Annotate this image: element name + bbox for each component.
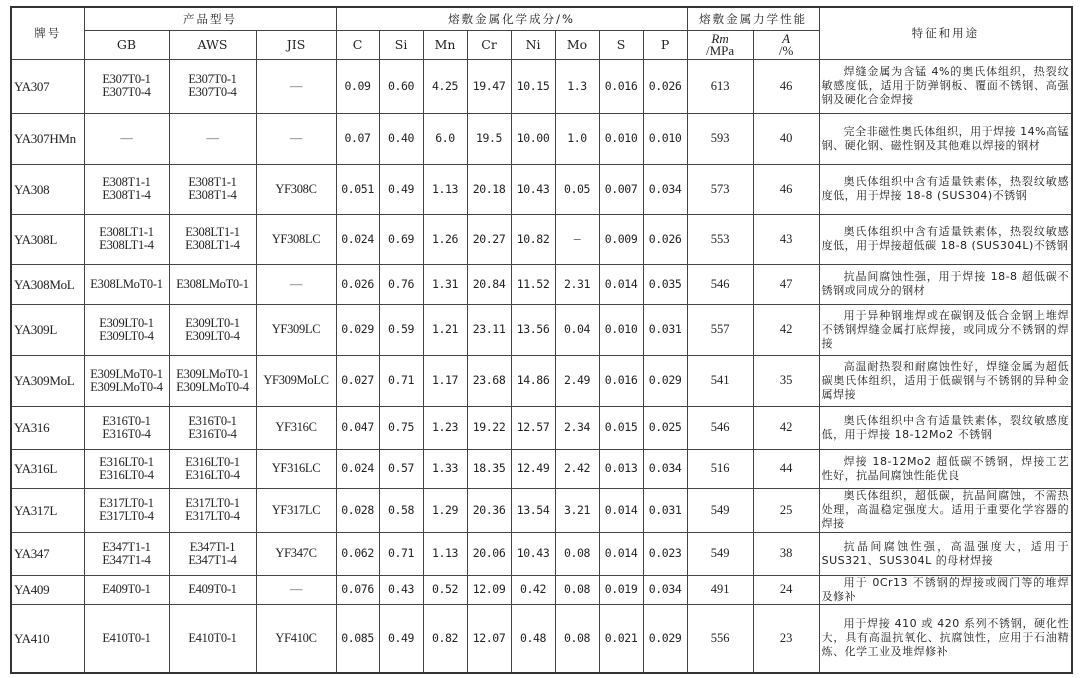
mn-cell: 0.82 — [423, 604, 467, 673]
aws-line: E308LT1-1 — [185, 225, 240, 239]
brand-cell: YA308L — [11, 214, 84, 264]
gb-model-cell — [84, 304, 169, 355]
elongation-cell: 40 — [753, 113, 819, 164]
table-row — [11, 59, 1072, 113]
aws-line: E316T0-1 — [188, 413, 237, 428]
aws-line: E317LT0-1 — [185, 496, 240, 510]
features-cell — [819, 264, 1072, 304]
gb-line: E308LT1-1 — [99, 225, 154, 239]
header-rm-unit: /MPa — [706, 42, 735, 58]
features-text: 完全非磁性奥氏体组织，用于焊接 14%高锰钢、硬化钢、磁性钢及其他难以焊接的钢材 — [821, 124, 1070, 152]
aws-line: E308LMoT0-1 — [176, 276, 249, 291]
table-row — [11, 488, 1072, 532]
header-features: 特征和用途 — [819, 7, 1072, 59]
mn-cell: 1.13 — [423, 164, 467, 214]
s-cell: 0.021 — [599, 604, 643, 673]
aws-line: E347T1-4 — [188, 552, 237, 567]
features-cell — [819, 488, 1072, 532]
cr-cell: 19.47 — [467, 59, 511, 113]
table-row — [11, 406, 1072, 449]
header-a-symbol: A — [782, 30, 791, 46]
mo-cell: 0.08 — [555, 532, 599, 575]
c-cell: 0.028 — [336, 488, 379, 532]
si-cell: 0.71 — [379, 355, 423, 406]
header-rm-symbol: Rm — [711, 30, 729, 46]
features-cell — [819, 304, 1072, 355]
c-cell: 0.026 — [336, 264, 379, 304]
c-cell: 0.085 — [336, 604, 379, 673]
gb-line: E409T0-1 — [102, 582, 151, 596]
brand-cell: YA309L — [11, 304, 84, 355]
features-cell — [819, 59, 1072, 113]
cr-cell: 20.18 — [467, 164, 511, 214]
features-cell — [819, 355, 1072, 406]
mn-cell: 1.23 — [423, 406, 467, 449]
rm-cell: 557 — [687, 304, 753, 355]
header-cr: Cr — [467, 30, 511, 59]
p-cell: 0.034 — [643, 449, 687, 488]
s-cell: 0.016 — [599, 355, 643, 406]
si-cell: 0.76 — [379, 264, 423, 304]
mo-cell: 2.49 — [555, 355, 599, 406]
features-cell — [819, 113, 1072, 164]
ni-cell: 10.43 — [511, 532, 555, 575]
aws-model-cell — [169, 355, 256, 406]
aws-line: E307T0-1 — [188, 72, 237, 86]
table-row — [11, 264, 1072, 304]
rm-cell: 549 — [687, 488, 753, 532]
aws-line: E309LT0-4 — [185, 328, 240, 343]
aws-line: E308T1-1 — [188, 175, 237, 189]
s-cell: 0.013 — [599, 449, 643, 488]
cr-cell: 20.84 — [467, 264, 511, 304]
elongation-cell: 47 — [753, 264, 819, 304]
aws-line: E309LMoT0-1 — [176, 366, 249, 381]
header-p: P — [643, 30, 687, 59]
aws-model-cell — [169, 59, 256, 113]
gb-model-cell — [84, 164, 169, 214]
mo-cell: 0.08 — [555, 575, 599, 604]
jis-model-cell: YF308C — [256, 164, 336, 214]
header-si: Si — [379, 30, 423, 59]
c-cell: 0.076 — [336, 575, 379, 604]
s-cell: 0.010 — [599, 304, 643, 355]
header-c: C — [336, 30, 379, 59]
rm-cell: 553 — [687, 214, 753, 264]
gb-line: E309LT0-4 — [99, 328, 154, 343]
c-cell: 0.051 — [336, 164, 379, 214]
jis-model-cell: YF308LC — [256, 214, 336, 264]
mn-cell: 6.0 — [423, 113, 467, 164]
jis-model-cell: YF309MoLC — [256, 355, 336, 406]
brand-cell: YA410 — [11, 604, 84, 673]
si-cell: 0.57 — [379, 449, 423, 488]
features-text: 奥氏体组织中含有适量铁素体，热裂纹敏感度低，用于焊接 18-8 (SUS304)不锈钢 — [821, 175, 1070, 202]
header-chemical-composition: 熔敷金属化学成分/% — [336, 7, 687, 30]
aws-model-cell — [169, 406, 256, 449]
gb-model-cell — [84, 575, 169, 604]
aws-line: E317LT0-4 — [185, 509, 240, 523]
mn-cell: 0.52 — [423, 575, 467, 604]
header-aws: AWS — [169, 30, 256, 59]
jis-model-cell: YF410C — [256, 604, 336, 673]
brand-cell: YA347 — [11, 532, 84, 575]
si-cell: 0.69 — [379, 214, 423, 264]
aws-line: E316T0-4 — [188, 426, 237, 441]
gb-model-cell — [84, 214, 169, 264]
gb-model-cell — [84, 406, 169, 449]
jis-model-cell: — — [256, 113, 336, 164]
jis-model-cell: YF347C — [256, 532, 336, 575]
si-cell: 0.40 — [379, 113, 423, 164]
mo-cell: 2.42 — [555, 449, 599, 488]
features-text: 奥氏体组织中含有适量铁素体，热裂纹敏感度低，用于焊接超低碳 18-8 (SUS304L)不锈钢 — [821, 225, 1070, 252]
s-cell: 0.009 — [599, 214, 643, 264]
features-text: 抗晶间腐蚀性强，用于焊接 18-8 超低碳不锈钢或同成分的钢材 — [821, 270, 1070, 297]
p-cell: 0.034 — [643, 575, 687, 604]
rm-cell: 546 — [687, 264, 753, 304]
features-cell — [819, 214, 1072, 264]
gb-model-cell — [84, 264, 169, 304]
gb-line: E316LT0-1 — [99, 454, 154, 469]
p-cell: 0.026 — [643, 214, 687, 264]
mn-cell: 4.25 — [423, 59, 467, 113]
header-mn: Mn — [423, 30, 467, 59]
cr-cell: 23.68 — [467, 355, 511, 406]
mn-cell: 1.29 — [423, 488, 467, 532]
gb-line: E317LT0-4 — [99, 509, 154, 523]
aws-model-cell — [169, 113, 256, 164]
cr-cell: 20.36 — [467, 488, 511, 532]
gb-model-cell — [84, 59, 169, 113]
elongation-cell: 35 — [753, 355, 819, 406]
header-mo: Mo — [555, 30, 599, 59]
aws-model-cell — [169, 164, 256, 214]
rm-cell: 593 — [687, 113, 753, 164]
aws-line: E410T0-1 — [188, 630, 237, 645]
c-cell: 0.029 — [336, 304, 379, 355]
gb-line: E316T0-1 — [102, 413, 151, 428]
c-cell: 0.027 — [336, 355, 379, 406]
table-body — [11, 59, 1072, 673]
gb-line: E316T0-4 — [102, 426, 151, 441]
gb-model-cell — [84, 449, 169, 488]
header-s: S — [599, 30, 643, 59]
p-cell: 0.026 — [643, 59, 687, 113]
features-cell — [819, 406, 1072, 449]
header-jis: JIS — [256, 30, 336, 59]
header-mechanical-properties: 熔敷金属力学性能 — [687, 7, 819, 30]
ni-cell: 10.43 — [511, 164, 555, 214]
flux-cored-wire-spec-table — [10, 6, 1073, 674]
mn-cell: 1.21 — [423, 304, 467, 355]
table-row — [11, 164, 1072, 214]
si-cell: 0.75 — [379, 406, 423, 449]
p-cell: 0.029 — [643, 355, 687, 406]
si-cell: 0.49 — [379, 604, 423, 673]
si-cell: 0.49 — [379, 164, 423, 214]
si-cell: 0.43 — [379, 575, 423, 604]
features-text: 焊缝金属为含锰 4%的奥氏体组织，热裂纹敏感度低，适用于防弹钢板、覆面不锈钢、高强钢及硬化合金焊接 — [821, 65, 1070, 106]
cr-cell: 12.07 — [467, 604, 511, 673]
elongation-cell: 38 — [753, 532, 819, 575]
aws-model-cell — [169, 214, 256, 264]
gb-line: E347T1-1 — [102, 539, 151, 554]
aws-line: E347Tl-1 — [189, 539, 236, 554]
rm-cell: 491 — [687, 575, 753, 604]
brand-cell: YA307HMn — [11, 113, 84, 164]
aws-line: E316LT0-1 — [185, 454, 240, 469]
features-text: 抗晶间腐蚀性强，高温强度大，适用于 SUS321、SUS304L 的母材焊接 — [821, 539, 1070, 567]
p-cell: 0.031 — [643, 488, 687, 532]
s-cell: 0.014 — [599, 264, 643, 304]
cr-cell: 19.22 — [467, 406, 511, 449]
si-cell: 0.59 — [379, 304, 423, 355]
elongation-cell: 42 — [753, 406, 819, 449]
gb-line: E309LMoT0-4 — [90, 379, 163, 394]
elongation-cell: 42 — [753, 304, 819, 355]
gb-line: E308LT1-4 — [99, 238, 154, 252]
s-cell: 0.015 — [599, 406, 643, 449]
rm-cell: 541 — [687, 355, 753, 406]
aws-line: E316LT0-4 — [185, 467, 240, 482]
rm-cell: 546 — [687, 406, 753, 449]
p-cell: 0.029 — [643, 604, 687, 673]
s-cell: 0.010 — [599, 113, 643, 164]
ni-cell: 12.57 — [511, 406, 555, 449]
p-cell: 0.034 — [643, 164, 687, 214]
gb-line: E316LT0-4 — [99, 467, 154, 482]
aws-line: E308LT1-4 — [185, 238, 240, 252]
features-text: 用于焊接 410 或 420 系列不锈钢，硬化性大，具有高温抗氧化、抗腐蚀性，应用于石油精炼、化学工业及堆焊修补 — [821, 617, 1070, 659]
table-row — [11, 113, 1072, 164]
gb-line: E308T1-4 — [102, 188, 151, 202]
mn-cell: 1.26 — [423, 214, 467, 264]
table-row — [11, 532, 1072, 575]
aws-line: E309LT0-1 — [185, 315, 240, 330]
header-a-unit: /% — [778, 42, 794, 58]
ni-cell: 0.48 — [511, 604, 555, 673]
gb-model-cell — [84, 604, 169, 673]
jis-model-cell: YF309LC — [256, 304, 336, 355]
features-cell — [819, 604, 1072, 673]
header-gb: GB — [84, 30, 169, 59]
header-brand: 牌号 — [11, 7, 84, 59]
gb-line: E308T1-1 — [102, 175, 151, 189]
elongation-cell: 46 — [753, 164, 819, 214]
gb-line: — — [120, 131, 133, 145]
table-row — [11, 304, 1072, 355]
brand-cell: YA409 — [11, 575, 84, 604]
gb-model-cell — [84, 532, 169, 575]
mn-cell: 1.31 — [423, 264, 467, 304]
aws-line: E309LMoT0-4 — [176, 379, 249, 394]
table-row — [11, 604, 1072, 673]
elongation-cell: 43 — [753, 214, 819, 264]
header-row-group — [11, 7, 1072, 30]
features-cell — [819, 449, 1072, 488]
ni-cell: 13.54 — [511, 488, 555, 532]
s-cell: 0.007 — [599, 164, 643, 214]
c-cell: 0.024 — [336, 214, 379, 264]
mo-cell: — — [555, 214, 599, 264]
header-tensile-strength — [687, 30, 753, 59]
s-cell: 0.014 — [599, 488, 643, 532]
aws-line: E409T0-1 — [188, 582, 237, 596]
jis-model-cell: YF317LC — [256, 488, 336, 532]
aws-model-cell — [169, 575, 256, 604]
c-cell: 0.047 — [336, 406, 379, 449]
jis-model-cell: YF316C — [256, 406, 336, 449]
cr-cell: 23.11 — [467, 304, 511, 355]
p-cell: 0.023 — [643, 532, 687, 575]
ni-cell: 12.49 — [511, 449, 555, 488]
mn-cell: 1.13 — [423, 532, 467, 575]
mo-cell: 1.0 — [555, 113, 599, 164]
gb-line: E309LMoT0-1 — [90, 366, 163, 381]
brand-cell: YA316L — [11, 449, 84, 488]
gb-model-cell — [84, 113, 169, 164]
p-cell: 0.031 — [643, 304, 687, 355]
header-elongation — [753, 30, 819, 59]
mo-cell: 0.04 — [555, 304, 599, 355]
features-text: 用于异种钢堆焊或在碳钢及低合金钢上堆焊不锈钢焊缝金属打底焊接，或同成分不锈钢的焊接 — [821, 308, 1070, 350]
aws-model-cell — [169, 532, 256, 575]
features-cell — [819, 532, 1072, 575]
gb-line: E410T0-1 — [102, 630, 151, 645]
features-text: 奥氏体组织，超低碳，抗晶间腐蚀，不需热处理，高温稳定强度大。适用于重要化学容器的焊接 — [821, 489, 1070, 530]
brand-cell: YA317L — [11, 488, 84, 532]
elongation-cell: 44 — [753, 449, 819, 488]
aws-model-cell — [169, 449, 256, 488]
c-cell: 0.024 — [336, 449, 379, 488]
rm-cell: 516 — [687, 449, 753, 488]
rm-cell: 573 — [687, 164, 753, 214]
gb-line: E308LMoT0-1 — [90, 276, 163, 291]
ni-cell: 10.15 — [511, 59, 555, 113]
features-text: 奥氏体组织中含有适量铁素体，裂纹敏感度低，用于焊接 18-12Mo2 不锈钢 — [821, 413, 1070, 441]
mo-cell: 2.31 — [555, 264, 599, 304]
features-text: 高温耐热裂和耐腐蚀性好，焊缝金属为超低碳奥氏体组织，适用于低碳钢与不锈钢的异种金属焊接 — [821, 359, 1070, 401]
s-cell: 0.014 — [599, 532, 643, 575]
cr-cell: 20.27 — [467, 214, 511, 264]
cr-cell: 19.5 — [467, 113, 511, 164]
brand-cell: YA316 — [11, 406, 84, 449]
gb-line: E307T0-4 — [102, 85, 151, 99]
p-cell: 0.025 — [643, 406, 687, 449]
brand-cell: YA308 — [11, 164, 84, 214]
mo-cell: 0.08 — [555, 604, 599, 673]
gb-line: E347T1-4 — [102, 552, 151, 567]
table-row — [11, 575, 1072, 604]
ni-cell: 10.00 — [511, 113, 555, 164]
aws-model-cell — [169, 488, 256, 532]
rm-cell: 613 — [687, 59, 753, 113]
aws-line: E308T1-4 — [188, 188, 237, 202]
table-row — [11, 355, 1072, 406]
aws-model-cell — [169, 264, 256, 304]
jis-model-cell: — — [256, 575, 336, 604]
c-cell: 0.062 — [336, 532, 379, 575]
elongation-cell: 46 — [753, 59, 819, 113]
ni-cell: 0.42 — [511, 575, 555, 604]
brand-cell: YA308MoL — [11, 264, 84, 304]
si-cell: 0.71 — [379, 532, 423, 575]
rm-cell: 549 — [687, 532, 753, 575]
aws-line: — — [206, 131, 219, 145]
features-text: 焊接 18-12Mo2 超低碳不锈钢，焊接工艺性好，抗晶间腐蚀性能优良 — [821, 454, 1070, 482]
si-cell: 0.60 — [379, 59, 423, 113]
elongation-cell: 25 — [753, 488, 819, 532]
aws-model-cell — [169, 604, 256, 673]
aws-line: E307T0-4 — [188, 85, 237, 99]
gb-line: E307T0-1 — [102, 72, 151, 86]
p-cell: 0.035 — [643, 264, 687, 304]
mo-cell: 3.21 — [555, 488, 599, 532]
rm-cell: 556 — [687, 604, 753, 673]
header-product-model: 产品型号 — [84, 7, 336, 30]
table-row — [11, 214, 1072, 264]
mo-cell: 2.34 — [555, 406, 599, 449]
cr-cell: 20.06 — [467, 532, 511, 575]
ni-cell: 13.56 — [511, 304, 555, 355]
gb-model-cell — [84, 355, 169, 406]
cr-cell: 12.09 — [467, 575, 511, 604]
table-row — [11, 449, 1072, 488]
jis-model-cell: — — [256, 264, 336, 304]
jis-model-cell: — — [256, 59, 336, 113]
brand-cell: YA307 — [11, 59, 84, 113]
ni-cell: 14.86 — [511, 355, 555, 406]
elongation-cell: 24 — [753, 575, 819, 604]
elongation-cell: 23 — [753, 604, 819, 673]
mo-cell: 1.3 — [555, 59, 599, 113]
features-text: 用于 0Cr13 不锈钢的焊接或阀门等的堆焊及修补 — [821, 575, 1070, 603]
s-cell: 0.019 — [599, 575, 643, 604]
cr-cell: 18.35 — [467, 449, 511, 488]
si-cell: 0.58 — [379, 488, 423, 532]
p-cell: 0.010 — [643, 113, 687, 164]
aws-model-cell — [169, 304, 256, 355]
s-cell: 0.016 — [599, 59, 643, 113]
features-cell — [819, 164, 1072, 214]
gb-model-cell — [84, 488, 169, 532]
c-cell: 0.09 — [336, 59, 379, 113]
mo-cell: 0.05 — [555, 164, 599, 214]
gb-line: E309LT0-1 — [99, 315, 154, 330]
gb-line: E317LT0-1 — [99, 496, 154, 510]
ni-cell: 11.52 — [511, 264, 555, 304]
features-cell — [819, 575, 1072, 604]
jis-model-cell: YF316LC — [256, 449, 336, 488]
mn-cell: 1.17 — [423, 355, 467, 406]
brand-cell: YA309MoL — [11, 355, 84, 406]
ni-cell: 10.82 — [511, 214, 555, 264]
header-ni: Ni — [511, 30, 555, 59]
c-cell: 0.07 — [336, 113, 379, 164]
mn-cell: 1.33 — [423, 449, 467, 488]
